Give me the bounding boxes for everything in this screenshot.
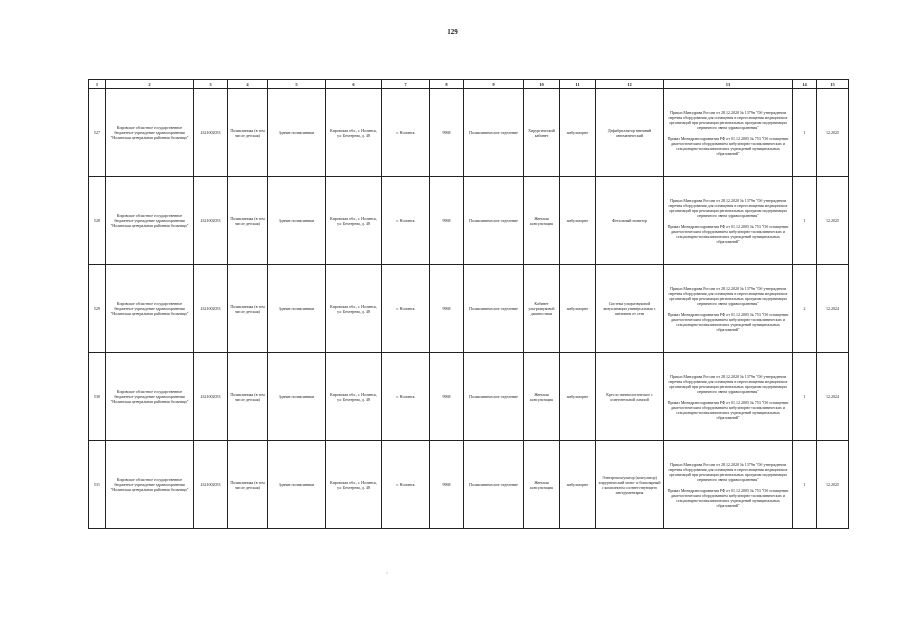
basis-order-1379n: Приказ Минздрава России от 28.12.2020 № 1379н "Об утверждении перечня оборудования для оснащения и переоснащения медицинских организаций при реализации региональных программ модернизации первичного звена здравоохранения" <box>668 197 788 218</box>
basis-order-753: Приказ Минздравсоцразвития РФ от 01.12.2005 № 753 "Об оснащении диагностическим оборудованием амбулаторно-поликлинических и стационарно-поликлинических учреждений муниципальных образований" <box>667 223 789 244</box>
equipment-cell: Фетальный монитор <box>596 177 664 265</box>
care-type-cell: амбулаторно <box>560 353 596 441</box>
basis-order-1379n: Приказ Минздрава России от 28.12.2020 № 1379н "Об утверждении перечня оборудования для оснащения и переоснащения медицинских организаций при реализации региональных программ модернизации первичного звена здравоохранения" <box>668 285 788 306</box>
code-cell: 9968 <box>430 441 464 529</box>
basis-cell <box>664 441 793 529</box>
subdivision-cell: Поликлиника (в том числе детская) <box>228 441 268 529</box>
locality-cell: г. Нолинск <box>382 265 430 353</box>
building-cell: Здание поликлиники <box>268 177 326 265</box>
care-type-cell: амбулаторно <box>560 441 596 529</box>
basis-order-753: Приказ Минздравсоцразвития РФ от 01.12.2005 № 753 "Об оснащении диагностическим оборудованием амбулаторно-поликлинических и стационарно-поликлинических учреждений муниципальных образований" <box>667 487 789 508</box>
care-type-cell: амбулаторно <box>560 89 596 177</box>
quantity-cell: 1 <box>793 441 817 529</box>
code-cell: 9968 <box>430 89 464 177</box>
scan-speck: ᵕ <box>386 571 388 577</box>
date-cell: 12.2025 <box>817 441 849 529</box>
department-cell: Поликлиническое отделение <box>464 89 524 177</box>
equipment-cell: Система ультразвуковой визуализации универсальная с питанием от сети <box>596 265 664 353</box>
locality-cell: г. Нолинск <box>382 177 430 265</box>
basis-cell <box>664 265 793 353</box>
col-num-10: 10 <box>524 80 560 89</box>
date-cell: 12.2025 <box>817 177 849 265</box>
organization-cell: Кировское областное государственное бюджетное учреждение здравоохранения "Нолинская центральная районная больница" <box>106 441 194 529</box>
inn-cell: 4321002053 <box>194 441 228 529</box>
col-num-4: 4 <box>228 80 268 89</box>
organization-cell: Кировское областное государственное бюджетное учреждение здравоохранения "Нолинская центральная районная больница" <box>106 265 194 353</box>
cabinet-cell: Женская консультация <box>524 441 560 529</box>
care-type-cell: амбулаторно <box>560 265 596 353</box>
code-cell: 9968 <box>430 353 464 441</box>
row-number: 531 <box>89 441 106 529</box>
cabinet-cell: Кабинет ультразвуковой диагностики <box>524 265 560 353</box>
table-row <box>89 441 849 529</box>
table-row <box>89 177 849 265</box>
organization-cell: Кировское областное государственное бюджетное учреждение здравоохранения "Нолинская центральная районная больница" <box>106 177 194 265</box>
col-num-6: 6 <box>326 80 382 89</box>
care-type-cell: амбулаторно <box>560 177 596 265</box>
cabinet-cell: Хирургический кабинет <box>524 89 560 177</box>
quantity-cell: 1 <box>793 177 817 265</box>
department-cell: Поликлиническое отделение <box>464 353 524 441</box>
col-num-14: 14 <box>793 80 817 89</box>
building-cell: Здание поликлиники <box>268 353 326 441</box>
row-number: 529 <box>89 265 106 353</box>
basis-order-1379n: Приказ Минздрава России от 28.12.2020 № 1379н "Об утверждении перечня оборудования для оснащения и переоснащения медицинских организаций при реализации региональных программ модернизации первичного звена здравоохранения" <box>668 109 788 130</box>
col-num-7: 7 <box>382 80 430 89</box>
row-number: 528 <box>89 177 106 265</box>
col-num-5: 5 <box>268 80 326 89</box>
row-number: 527 <box>89 89 106 177</box>
quantity-cell: 1 <box>793 89 817 177</box>
col-num-12: 12 <box>596 80 664 89</box>
locality-cell: г. Нолинск <box>382 353 430 441</box>
organization-cell: Кировское областное государственное бюджетное учреждение здравоохранения "Нолинская центральная районная больница" <box>106 353 194 441</box>
col-num-3: 3 <box>194 80 228 89</box>
address-cell: Кировская обл., г. Нолинск, ул. Бехтерева, д. 48 <box>326 353 382 441</box>
cabinet-cell: Женская консультация <box>524 177 560 265</box>
department-cell: Поликлиническое отделение <box>464 441 524 529</box>
equipment-cell: Дефибриллятор внешний автоматический <box>596 89 664 177</box>
date-cell: 12.2024 <box>817 265 849 353</box>
department-cell: Поликлиническое отделение <box>464 265 524 353</box>
quantity-cell: 2 <box>793 265 817 353</box>
code-cell: 9968 <box>430 177 464 265</box>
subdivision-cell: Поликлиника (в том числе детская) <box>228 265 268 353</box>
inn-cell: 4321002053 <box>194 89 228 177</box>
col-num-8: 8 <box>430 80 464 89</box>
col-num-11: 11 <box>560 80 596 89</box>
address-cell: Кировская обл., г. Нолинск, ул. Бехтерева, д. 48 <box>326 441 382 529</box>
inn-cell: 4321002053 <box>194 265 228 353</box>
inn-cell: 4321002053 <box>194 353 228 441</box>
column-number-row <box>89 80 849 89</box>
equipment-cell: Электрокоагулятор (коагулятор) хирургический моно- и биполярный с комплектом соответствующего инструментария <box>596 441 664 529</box>
department-cell: Поликлиническое отделение <box>464 177 524 265</box>
col-num-15: 15 <box>817 80 849 89</box>
subdivision-cell: Поликлиника (в том числе детская) <box>228 353 268 441</box>
code-cell: 9968 <box>430 265 464 353</box>
row-number: 530 <box>89 353 106 441</box>
building-cell: Здание поликлиники <box>268 441 326 529</box>
locality-cell: г. Нолинск <box>382 441 430 529</box>
quantity-cell: 1 <box>793 353 817 441</box>
basis-order-753: Приказ Минздравсоцразвития РФ от 01.12.2005 № 753 "Об оснащении диагностическим оборудованием амбулаторно-поликлинических и стационарно-поликлинических учреждений муниципальных образований" <box>667 311 789 332</box>
basis-order-1379n: Приказ Минздрава России от 28.12.2020 № 1379н "Об утверждении перечня оборудования для оснащения и переоснащения медицинских организаций при реализации региональных программ модернизации первичного звена здравоохранения" <box>668 461 788 482</box>
building-cell: Здание поликлиники <box>268 265 326 353</box>
col-num-2: 2 <box>106 80 194 89</box>
cabinet-cell: Женская консультация <box>524 353 560 441</box>
col-num-1: 1 <box>89 80 106 89</box>
date-cell: 12.2025 <box>817 89 849 177</box>
col-num-13: 13 <box>664 80 793 89</box>
basis-cell <box>664 353 793 441</box>
address-cell: Кировская обл., г. Нолинск, ул. Бехтерева, д. 48 <box>326 177 382 265</box>
table-row <box>89 353 849 441</box>
table-row <box>89 265 849 353</box>
subdivision-cell: Поликлиника (в том числе детская) <box>228 177 268 265</box>
basis-order-1379n: Приказ Минздрава России от 28.12.2020 № 1379н "Об утверждении перечня оборудования для оснащения и переоснащения медицинских организаций при реализации региональных программ модернизации первичного звена здравоохранения" <box>668 373 788 394</box>
organization-cell: Кировское областное государственное бюджетное учреждение здравоохранения "Нолинская центральная районная больница" <box>106 89 194 177</box>
inn-cell: 4321002053 <box>194 177 228 265</box>
table-row <box>89 89 849 177</box>
basis-order-753: Приказ Минздравсоцразвития РФ от 01.12.2005 № 753 "Об оснащении диагностическим оборудованием амбулаторно-поликлинических и стационарно-поликлинических учреждений муниципальных образований" <box>667 399 789 420</box>
col-num-9: 9 <box>464 80 524 89</box>
page-number: 129 <box>447 28 458 36</box>
address-cell: Кировская обл., г. Нолинск, ул. Бехтерева, д. 48 <box>326 265 382 353</box>
building-cell: Здание поликлиники <box>268 89 326 177</box>
subdivision-cell: Поликлиника (в том числе детская) <box>228 89 268 177</box>
address-cell: Кировская обл., г. Нолинск, ул. Бехтерева, д. 48 <box>326 89 382 177</box>
equipment-table <box>88 79 849 529</box>
locality-cell: г. Нолинск <box>382 89 430 177</box>
basis-cell <box>664 89 793 177</box>
equipment-cell: Кресло гинекологическое с осветительной лампой <box>596 353 664 441</box>
basis-order-753: Приказ Минздравсоцразвития РФ от 01.12.2005 № 753 "Об оснащении диагностическим оборудованием амбулаторно-поликлинических и стационарно-поликлинических учреждений муниципальных образований" <box>667 135 789 156</box>
date-cell: 12.2024 <box>817 353 849 441</box>
basis-cell <box>664 177 793 265</box>
